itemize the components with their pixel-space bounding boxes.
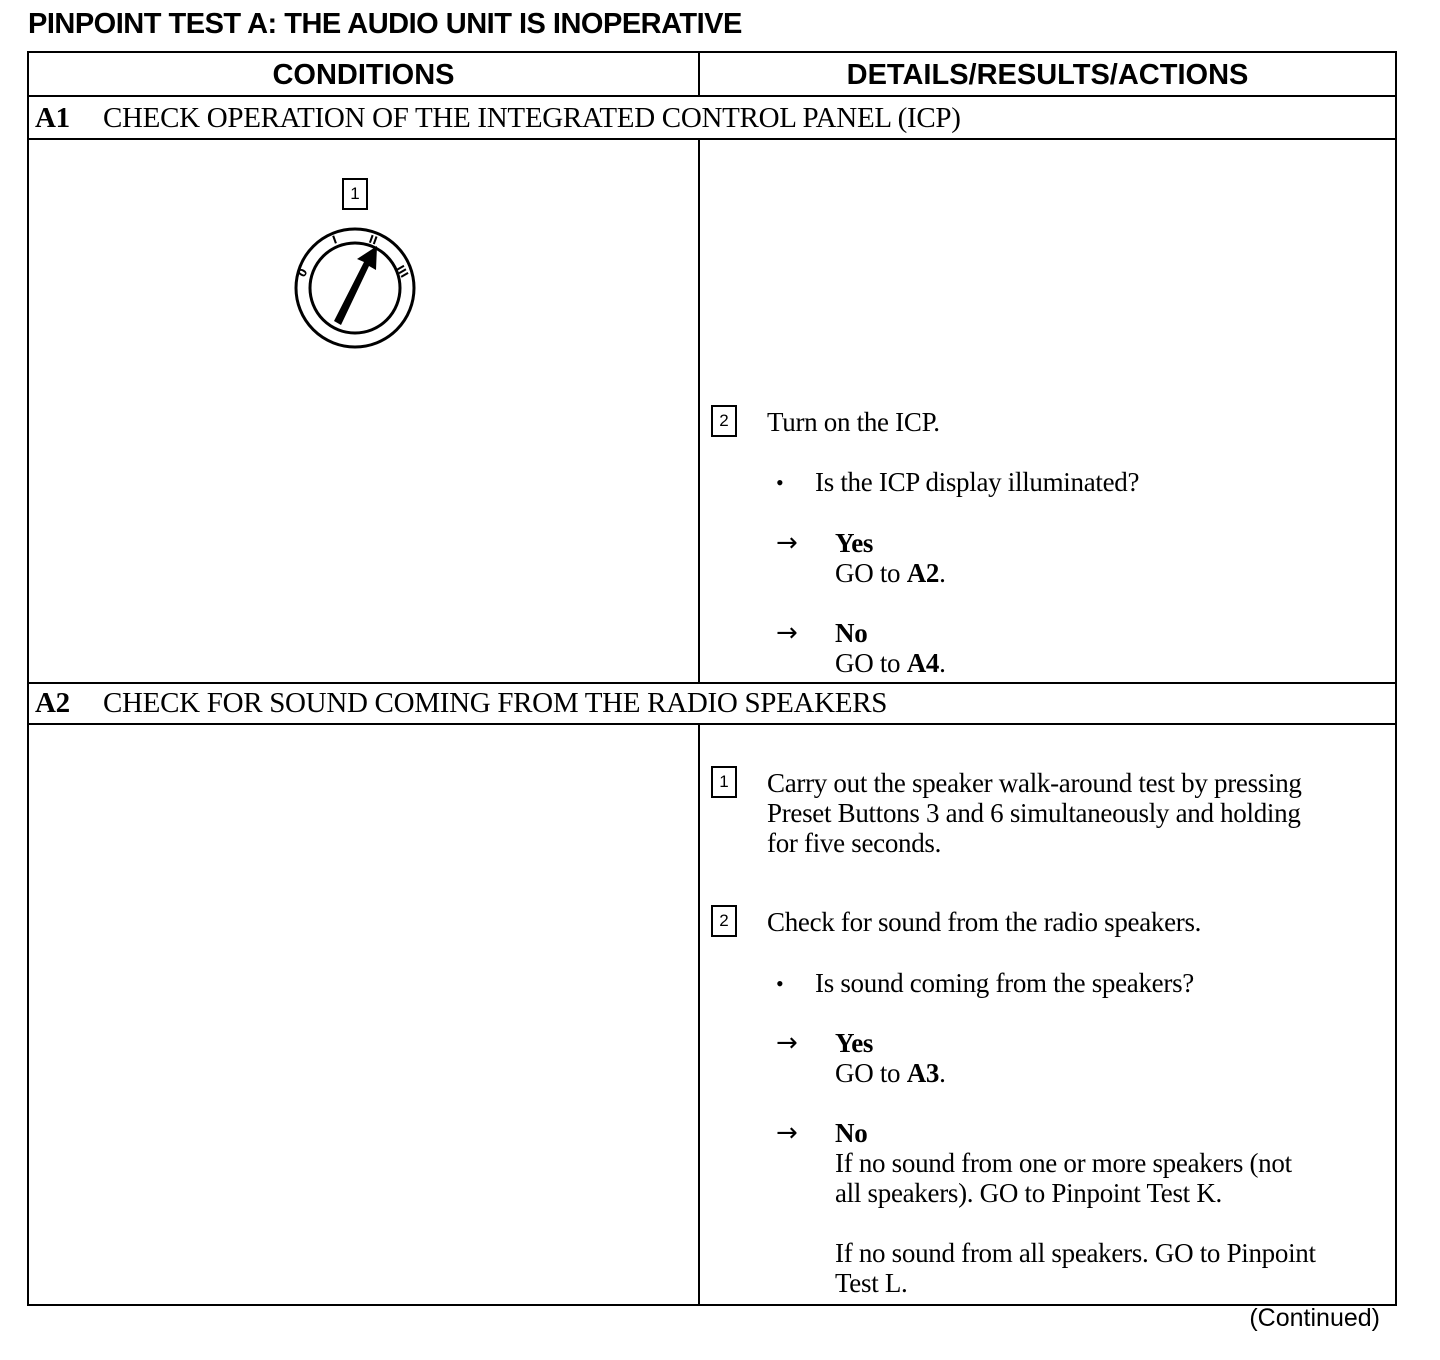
a1-no-action [835, 648, 946, 678]
right-arrow-icon: → [776, 1118, 798, 1148]
a1-yes-label: Yes [835, 528, 874, 558]
a1-yes-action [835, 558, 946, 588]
conditions-header: CONDITIONS [272, 59, 455, 91]
figure-callout-1: 1 [342, 178, 368, 210]
a1-no-target: A4 [906, 648, 940, 678]
a1-question: Is the ICP display illuminated? [815, 467, 1140, 497]
a2-step-1-text [767, 768, 1302, 858]
a2-no-label: No [835, 1118, 868, 1148]
a2-no-p2-line-2: Test L. [835, 1268, 908, 1298]
a2-yes-action [835, 1058, 946, 1088]
a1-yes-prefix: GO to [835, 558, 907, 588]
a2-no-p1-line-1: If no sound from one or more speakers (not [835, 1148, 1292, 1178]
step-a1-title: CHECK OPERATION OF THE INTEGRATED CONTROL PANEL (ICP) [103, 102, 961, 134]
a2-step-2-text: Check for sound from the radio speakers. [767, 907, 1202, 937]
a2-step-1-line-3: for five seconds. [767, 828, 942, 858]
right-arrow-icon: → [776, 1028, 798, 1058]
details-header: DETAILS/RESULTS/ACTIONS [846, 59, 1249, 91]
page-title: PINPOINT TEST A: THE AUDIO UNIT IS INOPERATIVE [28, 8, 742, 40]
a2-step-2-callout: 2 [711, 905, 737, 937]
step-a1-number: A1 [35, 102, 70, 134]
a2-yes-prefix: GO to [835, 1058, 907, 1088]
step-a2-title: CHECK FOR SOUND COMING FROM THE RADIO SPEAKERS [103, 687, 888, 719]
a2-yes-suffix: . [939, 1058, 946, 1088]
header-divider [29, 95, 1395, 97]
a2-question: Is sound coming from the speakers? [815, 968, 1194, 998]
a1-column-divider [698, 138, 700, 682]
dial-label-0: 0 [295, 266, 311, 280]
a1-no-suffix: . [939, 648, 946, 678]
pinpoint-table [27, 51, 1397, 1306]
dial-pointer [334, 246, 377, 325]
a1-step-2-callout: 2 [711, 405, 737, 437]
a1-step-2-text: Turn on the ICP. [767, 407, 940, 437]
step-a2-heading [35, 687, 887, 720]
a2-step-1-line-1: Carry out the speaker walk-around test by pressing [767, 768, 1302, 798]
dial-label-2: II [366, 232, 380, 248]
bullet-icon: • [776, 470, 784, 495]
a2-no-paragraph-2 [835, 1238, 1316, 1298]
step-a1-heading [35, 102, 961, 135]
step-a2-number: A2 [35, 687, 70, 719]
a2-yes-label: Yes [835, 1028, 874, 1058]
a1-no-prefix: GO to [835, 648, 907, 678]
a2-step-1-callout: 1 [711, 766, 737, 798]
a2-no-paragraph-1 [835, 1148, 1292, 1208]
continued-label: (Continued) [1249, 1304, 1380, 1332]
bullet-icon: • [776, 971, 784, 996]
a2-heading-divider [29, 723, 1395, 725]
a1-no-label: No [835, 618, 868, 648]
a2-column-divider [698, 723, 700, 1304]
dial-label-3: III [393, 263, 411, 281]
a2-top-divider [29, 682, 1395, 684]
a1-heading-divider [29, 138, 1395, 140]
a2-no-p2-line-1: If no sound from all speakers. GO to Pinpoint [835, 1238, 1316, 1268]
right-arrow-icon: → [776, 618, 798, 648]
dial-label-1: I [330, 233, 339, 247]
right-arrow-icon: → [776, 528, 798, 558]
ignition-switch-icon [280, 218, 430, 358]
a2-no-p1-line-2: all speakers). GO to Pinpoint Test K. [835, 1178, 1222, 1208]
a2-yes-target: A3 [906, 1058, 940, 1088]
a1-yes-target: A2 [906, 558, 940, 588]
a1-yes-suffix: . [939, 558, 946, 588]
a2-step-1-line-2: Preset Buttons 3 and 6 simultaneously and holding [767, 798, 1301, 828]
